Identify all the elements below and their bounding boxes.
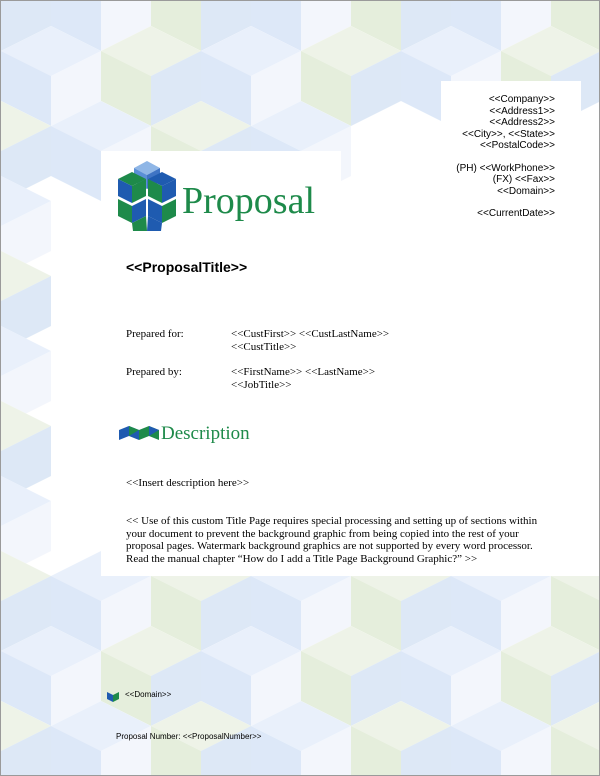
prepared-for-values xyxy=(231,328,389,353)
proposal-number: Proposal Number: <<ProposalNumber>> xyxy=(116,732,262,741)
footer-cube-icon xyxy=(107,690,119,702)
address1-line: <<Address1>> xyxy=(489,105,555,117)
prepared-by-label: Prepared by: xyxy=(126,366,182,378)
logo-title: Proposal xyxy=(182,180,315,222)
proposal-title: <<ProposalTitle>> xyxy=(126,259,248,275)
notice-line: Read the manual chapter “How do I add a Title Page Background Graphic?” >> xyxy=(126,552,478,565)
address2-line: <<Address2>> xyxy=(489,117,555,128)
background-graphic-notice xyxy=(126,515,546,565)
prepared-by-values xyxy=(231,366,375,391)
prepared-for-label: Prepared for: xyxy=(126,328,184,340)
author-name: <<FirstName>> <<LastName>> xyxy=(231,366,376,378)
description-heading: Description xyxy=(161,423,250,444)
domain-line: <<Domain>> xyxy=(497,185,555,197)
customer-name: <<CustFirst>> <<CustLastName>> xyxy=(231,328,390,340)
phone-line: (PH) <<WorkPhone>> xyxy=(456,162,555,174)
city-state-line: <<City>>, <<State>> xyxy=(462,128,555,140)
company-address-block xyxy=(456,94,555,220)
fax-line: (FX) <<Fax>> xyxy=(492,174,555,185)
notice-line: your document to prevent the background graphic from being copied into the rest of your xyxy=(126,527,519,540)
description-placeholder: <<Insert description here>> xyxy=(126,477,250,489)
notice-line: << Use of this custom Title Page requires special processing and setting up of sections within xyxy=(126,515,538,527)
company-line: <<Company>> xyxy=(488,94,555,105)
postal-code-line: <<PostalCode>> xyxy=(479,140,555,151)
footer-domain: <<Domain>> xyxy=(125,690,172,699)
current-date: <<CurrentDate>> xyxy=(477,208,555,219)
author-title: <<JobTitle>> xyxy=(231,378,292,391)
section-wave-icon xyxy=(119,426,159,442)
cube-logo-icon xyxy=(118,161,176,231)
notice-line: proposal pages. Watermark background graphics are not supported by every word processor. xyxy=(126,540,533,552)
customer-title: <<CustTitle>> xyxy=(231,340,297,353)
